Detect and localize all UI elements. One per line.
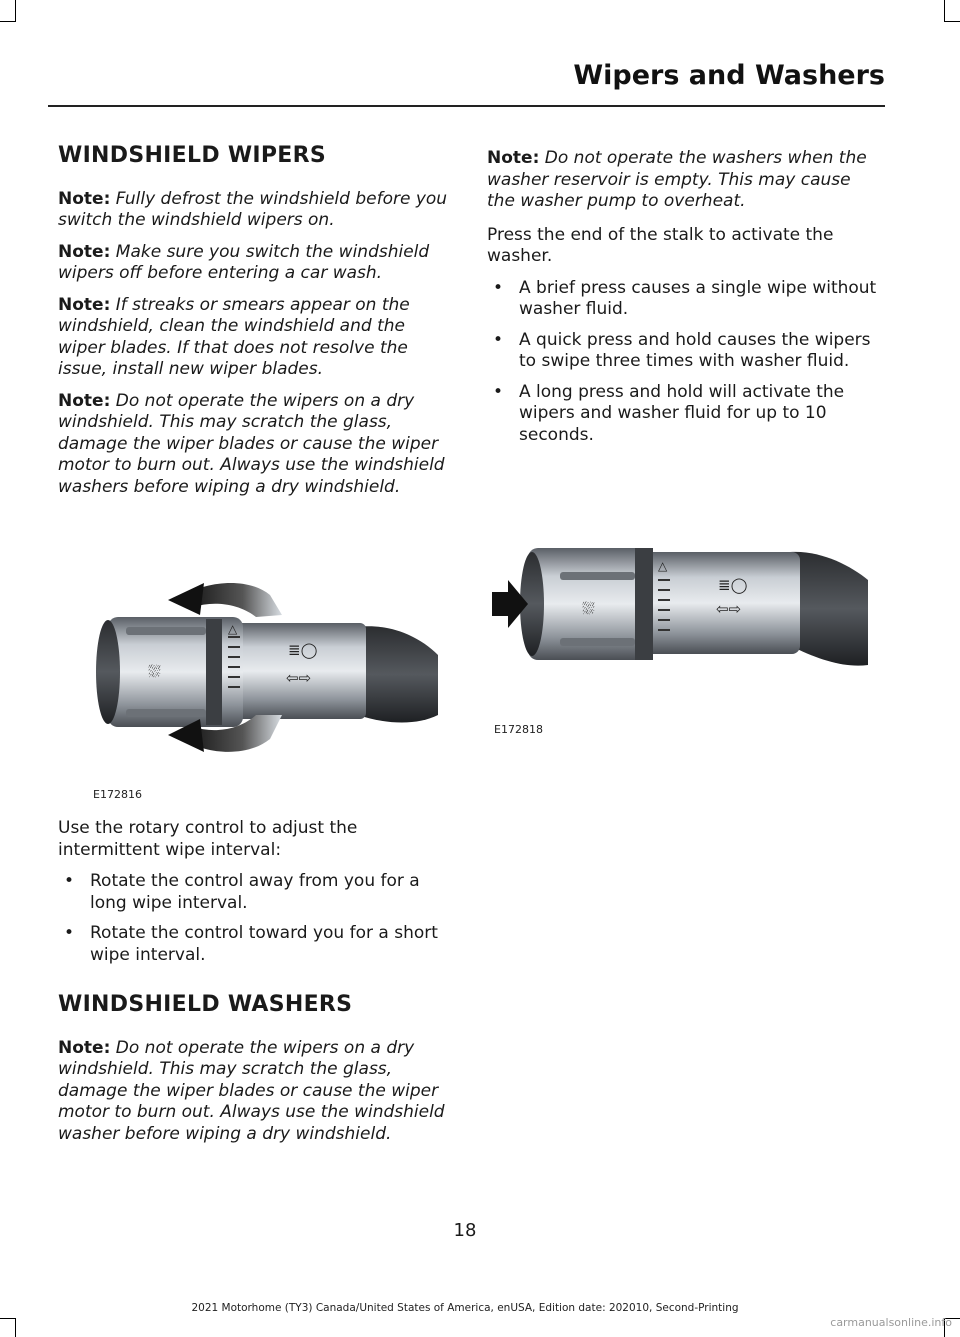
crop-mark [0,21,16,22]
note-text: If streaks or smears appear on the windshield, clean the windshield and the wiper blades. If that does not resolve the issue, install new wiper blades. [58,294,410,379]
note-paragraph [58,242,450,285]
note-text: Do not operate the wipers on a dry windshield. This may scratch the glass, damage the wiper blades or cause the wiper motor to burn out. Always use the windshield washer before wiping a dry windshield. [58,1037,445,1144]
list-item [487,278,879,321]
note-paragraph [58,1038,450,1146]
svg-text:⛆: ⛆ [148,662,161,681]
note-text: Fully defrost the windshield before you switch the windshield wipers on. [58,188,448,230]
crop-mark [15,0,16,22]
svg-text:≣◯: ≣◯ [718,576,748,594]
list-item [58,923,450,966]
footer-edition-info: 2021 Motorhome (TY3) Canada/United States of America, enUSA, Edition date: 202010, Second-Printing [191,1302,739,1314]
left-column [58,145,450,508]
washer-intro: Press the end of the stalk to activate the washer. [487,224,834,266]
watermark: carmanualsonline.info [830,1316,952,1329]
note-paragraph [58,189,450,232]
crop-mark [944,0,945,22]
svg-text:△: △ [228,622,238,636]
bullet-glyph: • [493,277,504,298]
page-title: Wipers and Washers [573,60,885,91]
washer-bullet-list [487,278,879,447]
figure-code: E172818 [494,723,543,736]
list-item-text: A brief press causes a single wipe without washer fluid. [519,277,877,319]
list-item-text: Rotate the control toward you for a short wipe interval. [90,923,438,965]
figure-code: E172816 [93,788,142,801]
svg-text:△: △ [658,559,668,573]
header-divider [48,105,885,107]
list-item [487,382,879,447]
svg-text:⇦⇨: ⇦⇨ [716,600,742,618]
note-paragraph [58,295,450,381]
bullet-glyph: • [493,329,504,350]
crop-mark [944,21,960,22]
note-label: Note: [58,1037,111,1058]
list-item [58,871,450,914]
bullet-glyph: • [64,923,75,943]
left-column-lower [58,818,450,1155]
bullet-glyph: • [64,871,75,891]
section-heading-washers: WINDSHIELD WASHERS [58,992,353,1017]
note-text: Make sure you switch the windshield wipers off before entering a car wash. [58,241,430,283]
rotary-bullet-list [58,871,450,966]
crop-mark [0,1318,16,1319]
section-heading-wipers: WINDSHIELD WIPERS [58,143,327,168]
list-item [487,330,879,373]
svg-text:≣◯: ≣◯ [288,641,318,659]
list-item-text: A long press and hold will activate the wipers and washer fluid for up to 10 seconds. [519,381,845,445]
rotary-intro: Use the rotary control to adjust the intermittent wipe interval: [58,818,358,860]
list-item-text: A quick press and hold causes the wipers to swipe three times with washer fluid. [519,329,871,371]
bullet-glyph: • [493,381,504,402]
note-label: Note: [58,390,111,411]
note-text: Do not operate the washers when the washer reservoir is empty. This may cause the washer pump to overheat. [487,148,867,211]
note-label: Note: [58,294,111,315]
note-text: Do not operate the wipers on a dry windshield. This may scratch the glass, damage the wiper blades or cause the wiper motor to burn out. Always use the windshield washers before wiping a dry windshield. [58,390,445,497]
wiper-stalk-press-illustration [490,540,868,675]
note-paragraph [487,148,879,213]
list-item-text: Rotate the control away from you for a long wipe interval. [90,871,420,913]
page-number: 18 [453,1220,477,1241]
crop-mark [15,1318,16,1337]
note-paragraph [58,391,450,499]
note-label: Note: [58,188,111,209]
right-column [487,148,879,456]
note-label: Note: [487,148,540,168]
note-label: Note: [58,241,111,262]
svg-text:⛆: ⛆ [582,599,595,618]
svg-text:⇦⇨: ⇦⇨ [286,669,312,687]
wiper-stalk-rotary-illustration [88,575,438,760]
